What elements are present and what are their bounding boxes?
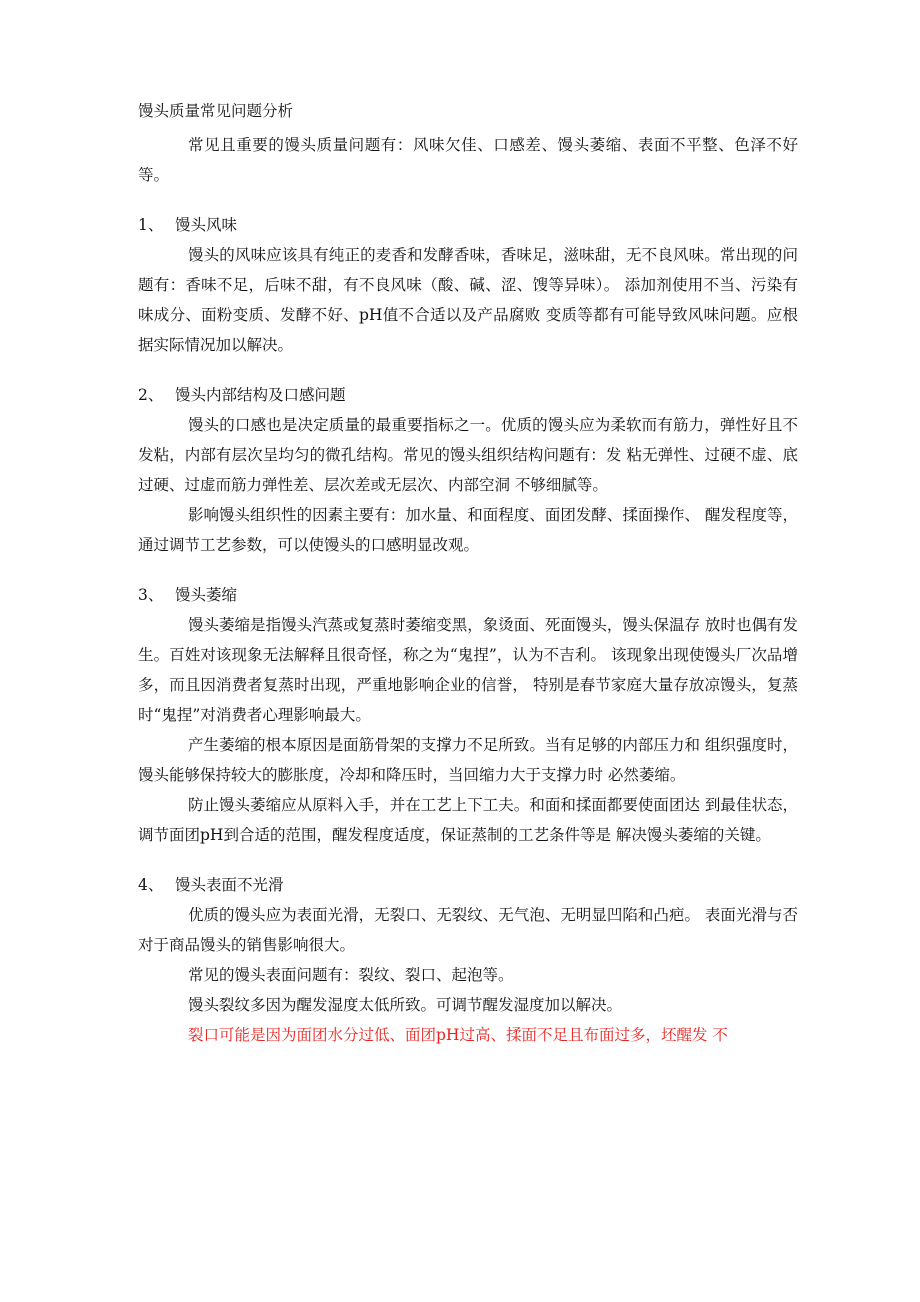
section-heading — [138, 580, 798, 610]
section-paragraph: 馒头萎缩是指馒头汽蒸或复蒸时萎缩变黑，象烫面、死面馒头，馒头保温存 放时也偶有发生。百姓对该现象无法解释且很奇怪，称之为“鬼捏”，认为不吉利。 该现象出现使馒头厂次品增多，而且因消费者复蒸时出现，严重地影响企业的信誉， 特别是春节家庭大量存放凉馒头，复蒸时“鬼捏”对消费者心理影响最大。 — [138, 616, 798, 724]
section-number: 3、 — [138, 586, 164, 604]
section-paragraph: 影响馒头组织性的因素主要有：加水量、和面程度、面团发酵、揉面操作、 醒发程度等，通过调节工艺参数，可以使馒头的口感明显改观。 — [138, 506, 798, 554]
document-title: 馒头质量常见问题分析 — [138, 102, 294, 120]
section-paragraph: 馒头的口感也是决定质量的最重要指标之一。优质的馒头应为柔软而有筋力，弹性好且不发粘，内部有层次呈均匀的微孔结构。常见的馒头组织结构问题有：发 粘无弹性、过硬不虚、底过硬、过虚而筋力弹性差、层次差或无层次、内部空洞 不够细腻等。 — [138, 416, 798, 494]
highlighted-paragraph: 裂口可能是因为面团水分过低、面团pH过高、揉面不足且布面过多，坯醒发 不 — [188, 1026, 728, 1044]
section-flavor — [138, 210, 798, 360]
section-shrinkage — [138, 580, 798, 850]
section-title: 馒头表面不光滑 — [175, 876, 284, 894]
section-heading — [138, 380, 798, 410]
section-title: 馒头风味 — [175, 216, 238, 234]
section-paragraph: 常见的馒头表面问题有：裂纹、裂口、起泡等。 — [188, 966, 514, 984]
section-texture — [138, 380, 798, 560]
section-paragraph: 馒头的风味应该具有纯正的麦香和发酵香味，香味足，滋味甜，无不良风味。常出现的问题有：香味不足，后味不甜，有不良风味（酸、碱、涩、馊等异味）。 添加剂使用不当、污染有味成分、面粉变质、发酵不好、pH值不合适以及产品腐败 变质等都有可能导致风味问题。应根据实际情况加以解决。 — [138, 246, 798, 354]
section-number: 2、 — [138, 386, 164, 404]
section-title: 馒头萎缩 — [175, 586, 238, 604]
section-heading — [138, 870, 798, 900]
section-number: 4、 — [138, 876, 164, 894]
section-paragraph: 防止馒头萎缩应从原料入手，并在工艺上下工夫。和面和揉面都要使面团达 到最佳状态，调节面团pH到合适的范围，醒发程度适度，保证蒸制的工艺条件等是 解决馒头萎缩的关键。 — [138, 796, 798, 844]
intro-paragraph: 常见且重要的馒头质量问题有：风味欠佳、口感差、馒头萎缩、表面不平整、色泽不好等。 — [138, 136, 798, 184]
document-page — [138, 100, 798, 1050]
section-paragraph: 馒头裂纹多因为醒发湿度太低所致。可调节醒发湿度加以解决。 — [188, 996, 623, 1014]
section-number: 1、 — [138, 216, 164, 234]
section-surface — [138, 870, 798, 1050]
section-heading — [138, 210, 798, 240]
section-paragraph: 产生萎缩的根本原因是面筋骨架的支撑力不足所致。当有足够的内部压力和 组织强度时，馒头能够保持较大的膨胀度，冷却和降压时，当回缩力大于支撑力时 必然萎缩。 — [138, 736, 798, 784]
section-title: 馒头内部结构及口感问题 — [175, 386, 346, 404]
section-paragraph: 优质的馒头应为表面光滑，无裂口、无裂纹、无气泡、无明显凹陷和凸疤。 表面光滑与否对于商品馒头的销售影响很大。 — [138, 906, 798, 954]
